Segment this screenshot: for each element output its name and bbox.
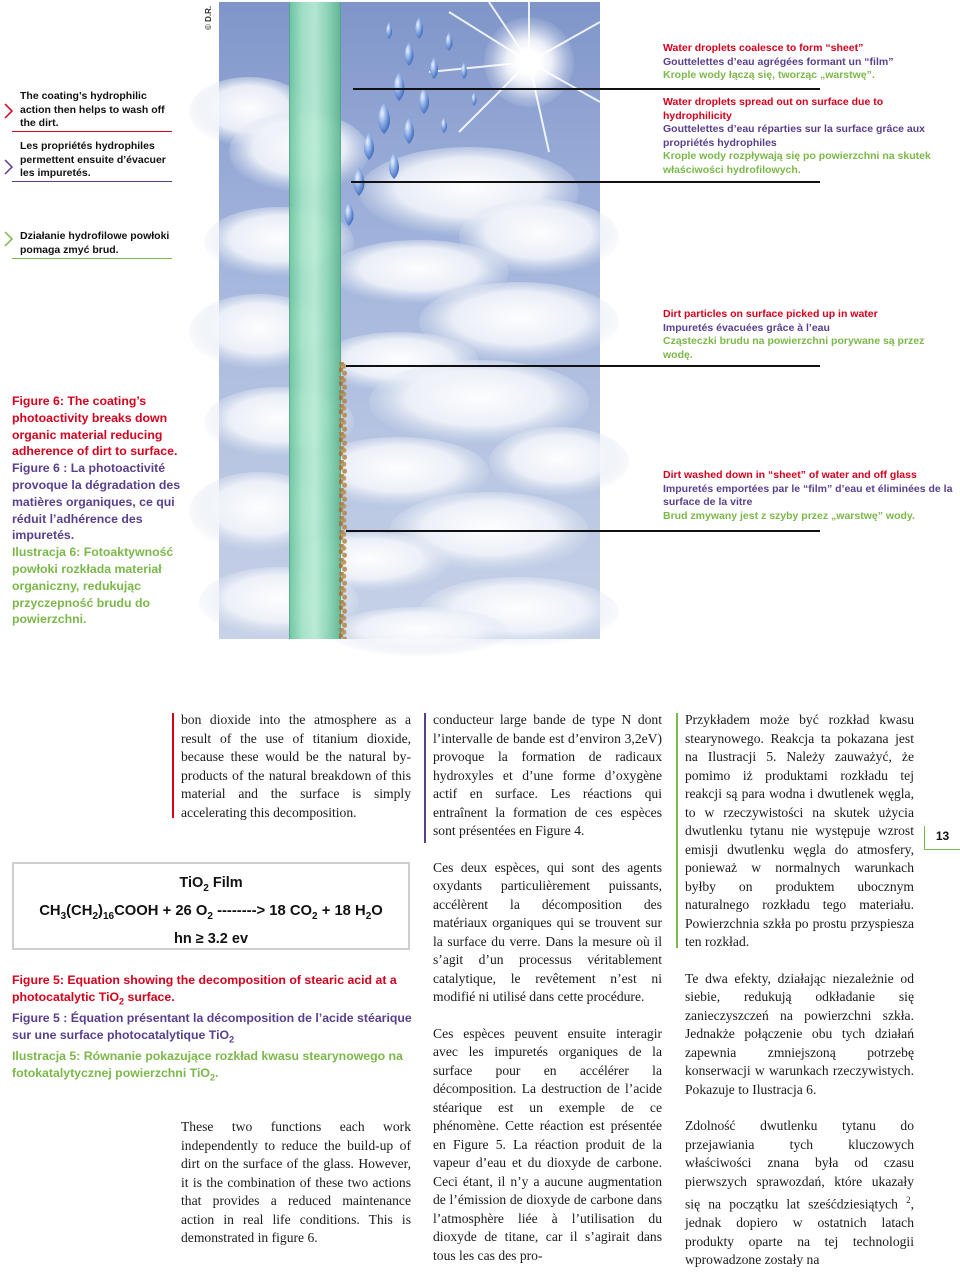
- label-droplets-spread: Water droplets spread out on surface due to hydrophilicity Gouttelettes d’eau réparties sur la surface grâce aux propriétés hydrophiles Krople wody rozpływają się po powierzchni na skutek właściwości hydrofilowych.: [663, 96, 931, 176]
- glass-pane-graphic: [289, 2, 341, 639]
- page-number: 13: [924, 826, 960, 850]
- left-label-en-rule: [12, 131, 172, 132]
- figure5-caption: Figure 5: Equation showing the decomposition of stearic acid at a photocatalytic TiO$_2$ surface. Figure 5 : Équation présentant la décomposition de l’acide stéarique sur une surface photocatalytique TiO$_2$ Ilustracja 5: Równanie pokazujące rozkład kwasu stearynowego na fotokatalytycznej powierzchni TiO$_2$.: [12, 973, 412, 1083]
- left-label-fr-rule: [12, 181, 172, 182]
- left-label-fr: Les propriétés hydrophiles permettent ensuite d’évacuer les impuretés.: [20, 140, 166, 179]
- label-droplets-coalesce: Water droplets coalesce to form “sheet” Gouttelettes d’eau agrégées formant un “film” Krople wody łączą się, tworząc „warstwę”.: [663, 42, 894, 81]
- leader-line-3: [346, 365, 820, 367]
- leader-line-4: [346, 530, 820, 532]
- equation-catalyst: TiO$_2$ Film: [179, 875, 243, 894]
- equation-box: [12, 862, 410, 950]
- equation-condition: hn ≥ 3.2 ev: [173, 930, 249, 947]
- column-en-bottom: These two functions each work independently to reduce the build-up of dirt on the surface of the glass. However, it is the combination of these two actions that provides a reduced maintenance action in real life conditions. This is demonstrated in figure 6.: [181, 1119, 411, 1245]
- photo-credit: © D.R.: [204, 5, 213, 30]
- leader-line-1: [353, 88, 820, 90]
- column-rule-pl: [676, 713, 678, 948]
- dirt-particles-graphic: [339, 362, 347, 639]
- leader-line-2: [351, 181, 820, 183]
- column-pl: Przykładem może być rozkład kwasu stearynowego. Reakcja ta pokazana jest na Ilustracji 5. Należy zauważyć, że pomimo iż produktami rozkładu tej reakcji są para wodna i dwutlenek węgla, to w rzeczywistości na skutek użycia dwutlenku tytanu nie występuje wzrost emisji dwutlenku węgla do atmosfery, ponieważ w normalnych warunkach byłby on produktem ubocznym naturalnego rozkładu tego materiału. Powierzchnia szkła po prostu przyspiesza ten rozkład. Te dwa efekty, działając niezależnie od siebie, redukują odkładanie się zanieczyszczeń na powierzchni szkła. Jednakże połączenie obu tych działań zapewnia zmniejszoną potrzebę konserwacji w warunkach rzeczywistych. Pokazuje to Ilustracja 6. Zdolność dwutlenku tytanu do przejawiania tych kluczowych właściwości znana była od czasu pierwszych sprawozdań, które ukazały się na początku lat sześćdziesiątych $^2$, jednak dopiero w ostatnich latach produkty oparte na tej technologii wprowadzone zostały na: [685, 712, 914, 1268]
- left-label-en: The coating’s hydrophilic action then helps to wash off the dirt.: [20, 90, 165, 129]
- left-label-pl-rule: [12, 258, 172, 259]
- label-dirt-washed-down: Dirt washed down in “sheet” of water and off glass Impuretés emportées par le “film” d’eau et éliminées de la surface de la vitre Brud zmywany jest z szyby przez „warstwę” wody.: [663, 469, 953, 522]
- equation-reaction: $CH_3(CH_2)_{16}COOH + 26$ $O_2$ --------> 18 $CO_2 + 18$ $H_2O$: [39, 902, 383, 922]
- illustration-sky: [219, 2, 600, 639]
- column-rule-en-top: [172, 713, 174, 818]
- label-dirt-picked-up: Dirt particles on surface picked up in water Impuretés évacuées grâce à l’eau Cząsteczki brudu na powierzchni porywane są przez wodę.: [663, 308, 925, 361]
- column-en-top: bon dioxide into the atmosphere as a result of the use of titanium dioxide, because these would be the natural by-products of the natural breakdown of this material and the surface is simply accelerating this decomposition.: [181, 712, 411, 820]
- column-fr: conducteur large bande de type N dont l’intervalle de bande est d’environ 3,2eV) provoque la formation de radicaux hydroxyles et d’une forme d’oxygène actif en surface. Les réactions qui entraînent la formation de ces espèces sont présentées en Figure 4. Ces deux espèces, qui sont des agents oxydants particulièrement puissants, accélèrent la décomposition des matériaux organiques qui se trouvent sur la surface du verre. Dans la mesure où il s’agit d’un processus véritablement catalytique, le revêtement n’est ni modifié ni utilisé dans cette procédure. Ces espèces peuvent ensuite interagir avec les impuretés organiques de la surface pour en accélérer la décomposition. La destruction de l’acide stéarique est un exemple de ce phénomène. Cette réaction est présentée en Figure 5. La réaction produit de la vapeur d’eau et du dioxyde de carbone. Ceci étant, il n’y a aucune augmentation de l’émission de dioxyde de carbone dans l’atmosphère liée à l’utilisation du dioxyde de titane, car il s’agirait dans tous les cas des pro-: [433, 712, 662, 1263]
- figure6-caption: Figure 6: The coating’s photoactivity breaks down organic material reducing adherence of dirt to surface. Figure 6 : La photoactivité provoque la dégradation des matières organiques, ce qui réduit l’adhérence des impuretés. Ilustracja 6: Fotoaktywność powłoki rozkłada materiał organiczny, redukując przyczepność brudu do powierzchni.: [12, 394, 181, 627]
- sun-graphic: [484, 17, 574, 107]
- left-label-pl: Działanie hydrofilowe powłoki pomaga zmyć brud.: [20, 230, 170, 256]
- column-rule-fr: [424, 713, 426, 843]
